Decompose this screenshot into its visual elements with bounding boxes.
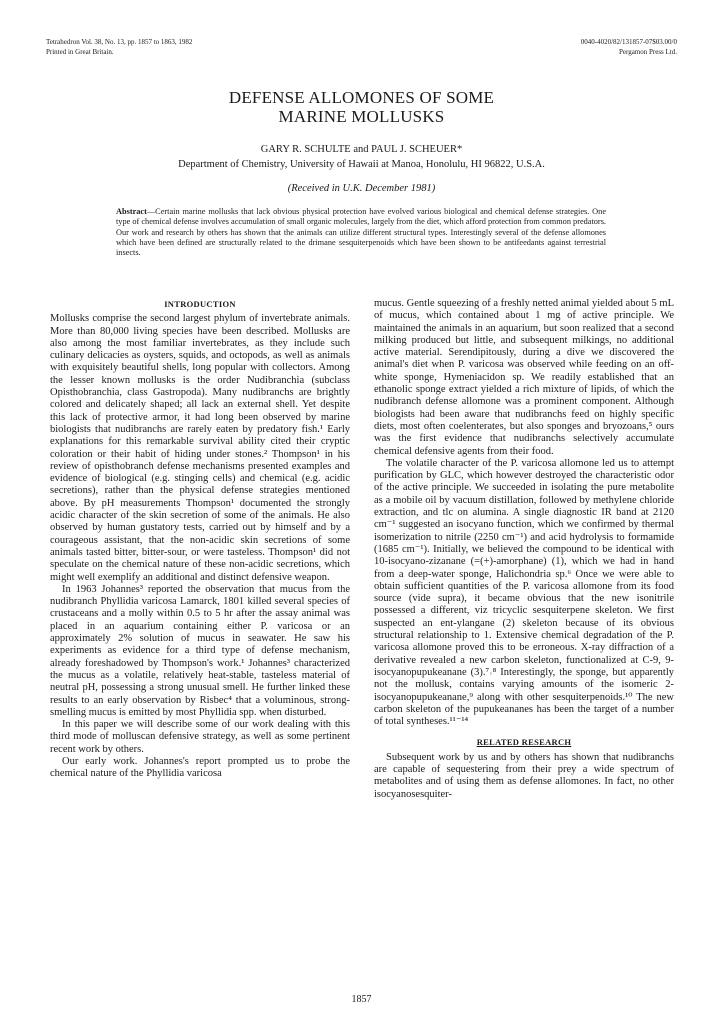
publisher-info <box>581 38 677 57</box>
received-date: (Received in U.K. December 1981) <box>287 183 436 194</box>
paragraph: mucus. Gentle squeezing of a freshly netted animal yielded about 5 mL of mucus, which contained about 1 mg of active principle. We maintained the animals in an aquarium, but soon realized that a second milking produced but little, and subsequent milkings, no additional active material. Serendipitously, during a dive we discovered the animal's diet when P. varicosa was observed while feeding on an off-white sponge, Hymeniacidon sp. We readily established that an ethanolic sponge extract yielded a rich mixture of lipids, of which the nudibranch defense allomone was a prominent component. Although biologists had been aware that nudibranchs feed on highly specific diets, most often coelenterates, but also sponges and bryozoans,⁵ ours was the first evidence that nudibranchs selectively accumulate chemical defensive agents from their food. <box>374 298 674 457</box>
paragraph: Subsequent work by us and by others has shown that nudibranchs are capable of sequestering from their prey a wide spectrum of metabolites and of using them as defense allomones. In fact, no other isocyanosesquiter- <box>374 751 674 800</box>
citation-line: Tetrahedron Vol. 38, No. 13, pp. 1857 to 1863, 1982 <box>46 38 193 46</box>
paragraph: Our early work. Johannes's report prompted us to probe the chemical nature of the Phyllidia varicosa <box>50 755 350 780</box>
paragraph: In this paper we will describe some of our work dealing with this third mode of molluscan defensive strategy, as well as some pertinent recent work by others. <box>50 719 350 755</box>
journal-citation <box>46 38 192 57</box>
title-line-1: DEFENSE ALLOMONES OF SOME <box>228 88 495 107</box>
abstract <box>116 207 606 258</box>
publisher-name: Pergamon Press Ltd. <box>618 47 677 56</box>
section-heading-introduction: INTRODUCTION <box>164 299 236 309</box>
left-column <box>50 298 350 781</box>
paragraph: In 1963 Johannes³ reported the observation that mucus from the nudibranch Phyllidia varicosa Lamarck, 1801 killed several species of crustaceans and a molly within 0.5 to 5 hr after the assay animal was placed in an aquarium containing either P. varicosa or an approximately 2% solution of mucus in seawater. He saw his experiments as evidence for a third type of defense mechanism, already foreshadowed by Thompson's work.¹ Johannes³ characterized the mucus as a volatile, relatively heat-stable, tasteless material of neutral pH, possessing a strong unusual smell. He further linked these results to an early observation by Risbec⁴ that a voluminous, strong-smelling mucus is emitted by most Phyllidia spp. when disturbed. <box>50 583 350 718</box>
paper-title <box>0 88 723 126</box>
abstract-label: Abstract <box>116 207 147 216</box>
section-heading-related-research: RELATED RESEARCH <box>476 737 572 748</box>
paragraph: The volatile character of the P. varicosa allomone led us to attempt purification by GLC, which however destroyed the characteristic odor of the active principle. We succeeded in isolating the pure metabolite as a mobile oil by vacuum distillation, followed by methylene chloride extraction, and tlc on alumina. A single diagnostic IR band at 2120 cm⁻¹ suggested an isocyano function, which we confirmed by thermal isomerization to nitrile (2250 cm⁻¹) and acid hydrolysis to formamide (1685 cm⁻¹). Initially, we believed the compound to be identical with 10-isocyano-zizanane (=(+)-amorphane) (1), which we had in hand from a deep-water sponge, Halichondria sp.⁶ Once we were able to obtain sufficient quantities of the P. varicosa allomone from its food source (vide supra), it became obvious that the new isonitrile possessed a different, viz tricyclic sesquiterpene skeleton. We first suspected an ent-ylangane (2) skeleton because of its obvious structural relationship to 1. Extensive chemical degradation of the P. varicosa allomone proved this to be erroneous. X-ray diffraction of a derivative revealed a new carbon skeleton, functionalized at C-9, 9-isocyanopupukeanane (3).⁷˒⁸ Interestingly, the sponge, but apparently not the mollusk, contains varying amounts of the isomeric 2-isocyanopupukeanane,⁹ along with other sesquiterpenoids.¹⁰ The new carbon skeleton of the pupukeananes has been the target of a number of total syntheses.¹¹⁻¹⁴ <box>374 457 674 728</box>
title-line-2: MARINE MOLLUSKS <box>278 107 445 126</box>
authors: GARY R. SCHULTE and PAUL J. SCHEUER* <box>260 144 463 155</box>
doi-code: 0040-4020/82/131857-07$03.00/0 <box>580 38 677 46</box>
right-column <box>374 298 674 801</box>
paragraph: Mollusks comprise the second largest phylum of invertebrate animals. More than 80,000 living species have been described. Mollusks are also among the most familiar invertebrates, as they include such culinary delicacies as oysters, squids, and octopods, as well as animals with exquisitely beautiful shells, long popular with collectors. Among the lesser known mollusks is the order Nudibranchia (subclass Opisthobranchia, class Gastropoda). Many nudibranchs are brightly colored and delicately shaped; all lack an external shell. Yet despite this lack of protective armor, it had long been observed by marine biologists that nudibranchs are rarely eaten by predatory fish.¹ Early explanations for this remarkable survival ability cited their cryptic coloration or their habit of hiding under stones.² Thompson¹ in his review of opisthobranch defense mechanisms presented examples and evidence of biological (e.g. stinging cells) and chemical (e.g. acidic secretions), rather than the physical defense strategies mentioned above. By pH measurements Thompson¹ documented the strongly acidic character of the skin secretion of some of the animals. He also observed by human gustatory tests, carried out by himself and by a courageous assistant, that the non-acidic skin secretions of some animals tasted bitter, bitter-sour, or were tasteless. Thompson¹ did not speculate on the chemical nature of these non-acidic secretions, which might well exemplify an additional and distinct defensive weapon. <box>50 313 350 583</box>
page-number: 1857 <box>351 994 372 1005</box>
printed-in-line: Printed in Great Britain. <box>46 47 114 56</box>
abstract-text: —Certain marine mollusks that lack obvious physical protection have evolved various biological and chemical defense strategies. One type of chemical defense involves accumulation of small organic molecules, largely from the diet, which afford protection from common predators. Our work and research by others has shown that the animals can utilize different structural types. Interestingly several of the defense allomones which have been defined are structurally related to the drimane sesquiterpenoids which have been shown to be antifeedants against terrestrial insects. <box>116 207 606 258</box>
affiliation: Department of Chemistry, University of Hawaii at Manoa, Honolulu, HI 96822, U.S.A. <box>178 159 545 170</box>
